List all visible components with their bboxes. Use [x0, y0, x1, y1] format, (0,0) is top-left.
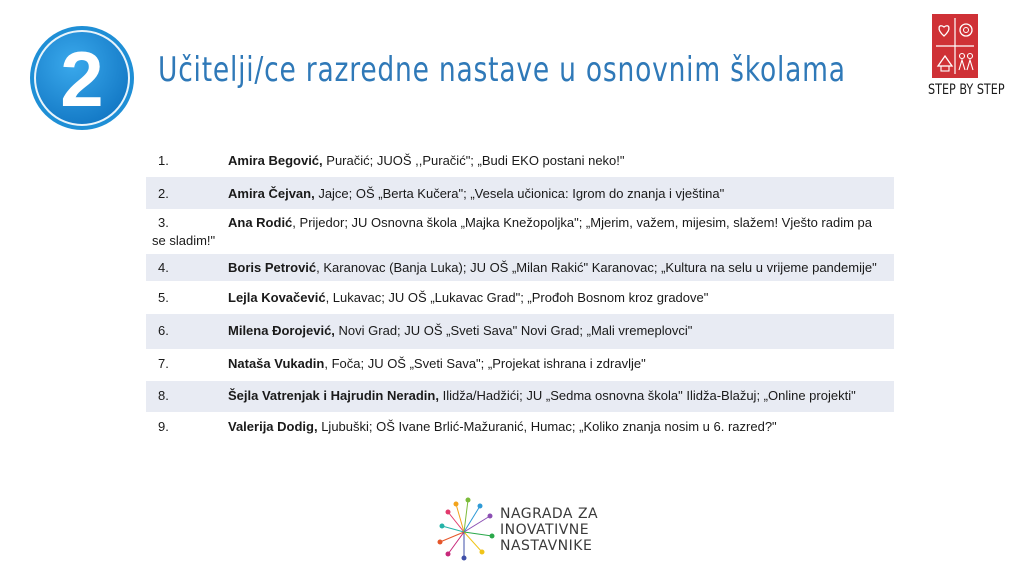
page-title: Učitelji/ce razredne nastave u osnovnim školama — [158, 50, 846, 90]
item-name: Ana Rodić — [228, 215, 293, 230]
item-number: 3. — [158, 215, 169, 230]
item-details: , Foča; JU OŠ „Sveti Sava"; „Projekat ishrana i zdravlje" — [324, 356, 646, 371]
item-name: Valerija Dodig, — [228, 419, 318, 434]
list-item — [146, 147, 894, 177]
list-item — [146, 412, 894, 442]
item-name: Amira Begović, — [228, 153, 323, 168]
item-details: Jajce; OŠ „Berta Kučera"; „Vesela učionica: Igrom do znanja i vještina" — [314, 186, 725, 201]
list-item — [146, 281, 894, 314]
item-details: Ilidža/Hadžići; JU „Sedma osnovna škola" Ilidža-Blažuj; „Online projekti" — [438, 388, 856, 403]
winners-list — [146, 147, 894, 442]
award-line-1: NAGRADA ZA — [500, 506, 599, 522]
award-logo-text — [500, 506, 598, 554]
item-number: 2. — [158, 186, 169, 201]
step-by-step-logo — [928, 14, 1008, 98]
item-number: 5. — [158, 290, 169, 305]
item-name: Amira Čejvan, — [228, 186, 315, 201]
list-item — [146, 254, 894, 281]
item-number: 9. — [158, 419, 169, 434]
list-item — [146, 349, 894, 381]
dandelion-icon — [434, 492, 498, 564]
step-by-step-logo-mark — [932, 14, 978, 78]
list-item — [146, 314, 894, 349]
badge-number: 2 — [60, 35, 104, 123]
award-line-3: NASTAVNIKE — [500, 538, 593, 554]
item-name: Lejla Kovačević — [228, 290, 326, 305]
item-details: Puračić; JUOŠ ,,Puračić"; „Budi EKO postani neko!" — [322, 153, 625, 168]
item-details: Novi Grad; JU OŠ „Sveti Sava" Novi Grad; „Mali vremeplovci" — [334, 323, 693, 338]
award-logo — [434, 492, 634, 564]
award-line-2: INOVATIVNE — [500, 522, 590, 538]
item-name: Nataša Vukadin — [228, 356, 325, 371]
step-by-step-label: STEP BY STEP — [928, 82, 1005, 98]
list-item — [146, 381, 894, 412]
item-number: 1. — [158, 153, 169, 168]
number-badge — [28, 24, 136, 132]
item-details: , Prijedor; JU Osnovna škola „Majka Knežopoljka"; „Mjerim, važem, mijesim, slažem! Vješto radim pa se sladim!" — [152, 215, 872, 248]
list-item — [146, 177, 894, 209]
item-number: 7. — [158, 356, 169, 371]
item-name: Boris Petrović — [228, 260, 317, 275]
item-name: Milena Đorojević, — [228, 323, 335, 338]
item-number: 4. — [158, 260, 169, 275]
item-number: 8. — [158, 388, 169, 403]
list-item — [146, 209, 894, 254]
item-details: , Lukavac; JU OŠ „Lukavac Grad"; „Prođoh Bosnom kroz gradove" — [325, 290, 709, 305]
item-number: 6. — [158, 323, 169, 338]
item-details: , Karanovac (Banja Luka); JU OŠ „Milan Rakić" Karanovac; „Kultura na selu u vrijeme pandemije" — [316, 260, 877, 275]
item-details: Ljubuški; OŠ Ivane Brlić-Mažuranić, Humac; „Koliko znanja nosim u 6. razred?" — [317, 419, 777, 434]
item-name: Šejla Vatrenjak i Hajrudin Neradin, — [228, 388, 439, 403]
